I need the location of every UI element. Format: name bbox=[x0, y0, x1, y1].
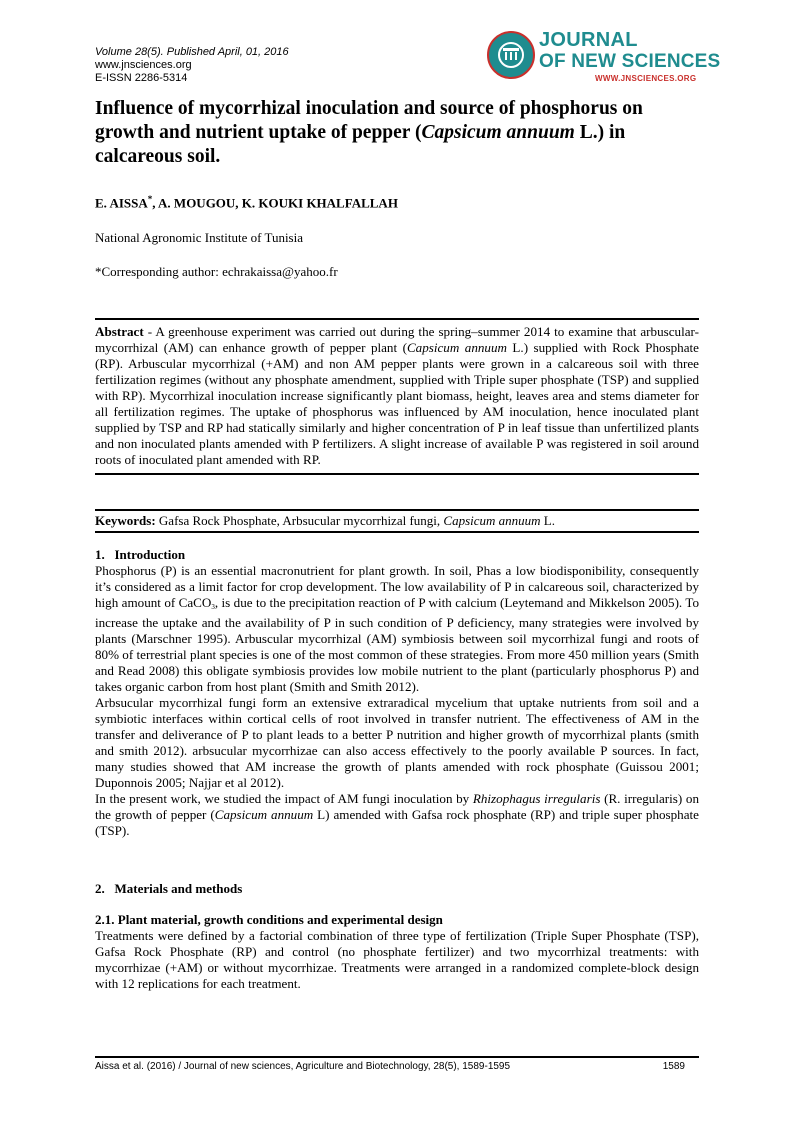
abstract-label: Abstract bbox=[95, 324, 144, 339]
building-icon bbox=[487, 31, 535, 79]
page-number: 1589 bbox=[662, 1061, 685, 1072]
journal-header bbox=[95, 46, 289, 85]
keywords-box: Keywords: Gafsa Rock Phosphate, Arbsucular mycorrhizal fungi, Capsicum annuum L. bbox=[95, 509, 699, 533]
paper-title: Influence of mycorrhizal inoculation and source of phosphorus on growth and nutrient uptake of pepper (Capsicum annuum L.) in calcareous soil. bbox=[95, 98, 643, 167]
logo-url: WWW.JNSCIENCES.ORG bbox=[595, 74, 697, 83]
footer-citation: Aissa et al. (2016) / Journal of new sciences, Agriculture and Biotechnology, 28(5), 1589-1595 bbox=[95, 1061, 511, 1072]
journal-logo bbox=[487, 27, 721, 89]
eissn: E-ISSN 2286-5314 bbox=[95, 72, 188, 84]
journal-website: www.jnsciences.org bbox=[95, 59, 192, 71]
logo-line1: JOURNAL bbox=[539, 29, 638, 51]
intro-paragraph-2: Arbsucular mycorrhizal fungi form an extensive extraradical mycelium that uptake nutrients from soil and a symbiotic interfaces within cortical cells of root involved in transfer nutrient. The effectiveness of AM in the transfer and deliverance of P to plant leads to a better P nutrition and higher growth of mycorrhizal plants (smith and smith 2012). arbsucular mycorrhizae can also access effectively to the poorly available P sources. In fact, many studies showed that AM increase the growth of plants amended with rock phosphate (Guissou 2001; Duponnois 2005; Najjar et al 2012). bbox=[95, 695, 699, 790]
title-species: Capsicum annuum bbox=[421, 122, 575, 143]
intro-paragraph-3: In the present work, we studied the impact of AM fungi inoculation by Rhizophagus irregularis (R. irregularis) on the growth of pepper (Capsicum annuum L) amended with Gafsa rock phosphate (RP) and triple super phosphate (TSP). bbox=[95, 791, 699, 838]
volume-info: Volume 28(5). Published April, 01, 2016 bbox=[95, 46, 289, 58]
page-footer bbox=[95, 1061, 699, 1072]
abstract-box bbox=[95, 318, 699, 475]
intro-paragraph-1: Phosphorus (P) is an essential macronutrient for plant growth. In soil, Phas a low biodisponibility, consequently it’s considered as a limit factor for crop development. The low availability of P in calcareous soil, characterized by high amount of CaCO$_3$, is due to the precipitation reaction of P with calcium (Leytemand and Mikkelson 2005). To increase the uptake and the availability of P in such condition of P deficiency, many strategies were involved by plants (Marschner 1995). Arbuscular mycorrhizal (AM) symbiosis between soil mycorrhizal fungi and roots of 80% of terrestrial plant species is one of the most common of these strategies. From more 450 million years (Smith and Read 2008) this obligate symbiosis provides low mobile nutrient to the plant (particularly phosphorus P) and takes organic carbon from host plant (Smith and Smith 2012). bbox=[95, 563, 699, 694]
logo-line2: OF NEW SCIENCES bbox=[539, 51, 721, 72]
keywords-label: Keywords: bbox=[95, 513, 156, 528]
author-list: E. AISSA*, A. MOUGOU, K. KOUKI KHALFALLAH bbox=[95, 194, 398, 211]
introduction-body bbox=[95, 563, 699, 839]
methods-paragraph-1: Treatments were defined by a factorial combination of three type of fertilization (Triple Super Phosphate (TSP), Gafsa Rock Phosphate (RP) and control (no phosphate fertilizer) and two mycorrhizal treatments: with mycorrhizae (+AM) or without mycorrhizae. Treatments were arranged in a randomized complete-block design with 12 replications for each treatment. bbox=[95, 928, 699, 991]
abstract-text: Abstract - A greenhouse experiment was carried out during the spring–summer 2014 to examine that arbuscular-mycorrhizal (AM) can enhance growth of pepper plant (Capsicum annuum L.) supplied with Rock Phosphate (RP). Arbuscular mycorrhizal (+AM) and non AM pepper plants were grown in a calcareous soil with three fertilization regimes (without any phosphate amendment, supplied with Triple super phosphate (TSP) and supplied with RP). Mycorrhizal inoculation increase significantly plant biomass, height, leaves area and stems diameter for all fertilization regimes. The uptake of phosphorus was influenced by AM inoculation, hence inoculated plant supplied by TSP and RP had statically similarly and higher concentration of P in leaf tissue than unfertilized plants and non inoculated plants amended with P fertilizers. A slight increase of available P was registered in soil around roots of inoculated plant amended with RP. bbox=[95, 324, 699, 467]
section-heading-methods: 2. Materials and methods bbox=[95, 881, 243, 896]
corresponding-author: *Corresponding author: echrakaissa@yahoo.fr bbox=[95, 264, 338, 279]
footer-divider bbox=[95, 1056, 699, 1058]
affiliation: National Agronomic Institute of Tunisia bbox=[95, 230, 303, 245]
subsection-heading: 2.1. Plant material, growth conditions and experimental design bbox=[95, 912, 443, 927]
section-heading-introduction: 1. Introduction bbox=[95, 547, 186, 562]
methods-body bbox=[95, 928, 699, 992]
